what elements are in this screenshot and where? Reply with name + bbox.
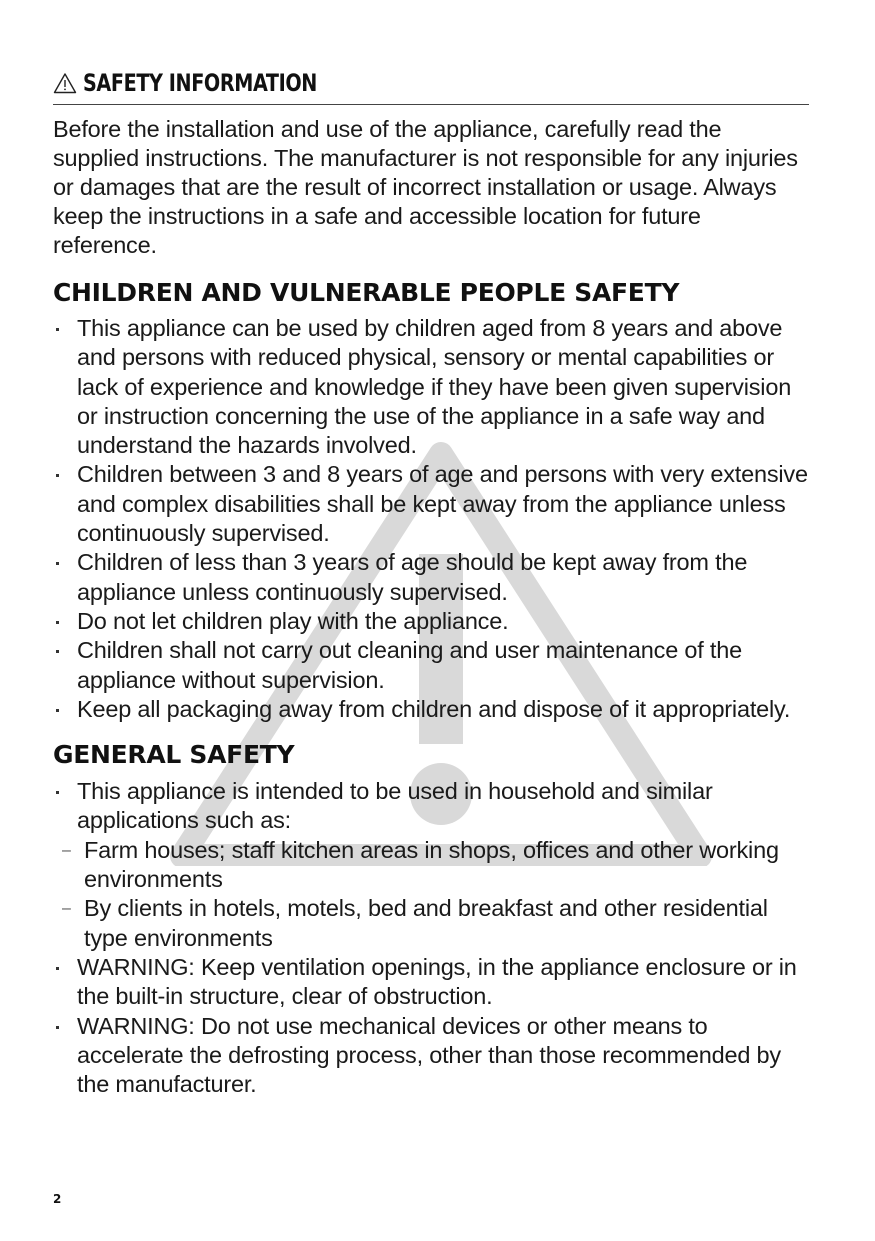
sub-list-item: – By clients in hotels, motels, bed and breakfast and other residential type environments [53,894,809,953]
list-item: Do not let children play with the appliance. [53,607,809,636]
list-item: Children between 3 and 8 years of age and persons with very extensive and complex disabilities shall be kept away from the appliance unless continuously supervised. [53,460,809,548]
list-item [53,777,809,836]
list-item: WARNING: Keep ventilation openings, in the appliance enclosure or in the built-in structure, clear of obstruction. [53,953,809,1012]
list-item-text: This appliance is intended to be used in household and similar applications such as: [77,778,713,834]
page-title: SAFETY INFORMATION [83,69,317,97]
general-safety-list [53,777,809,836]
general-safety-sublist [53,836,809,953]
general-safety-heading: GENERAL SAFETY [53,740,295,770]
children-safety-list [53,314,809,724]
list-item: Children of less than 3 years of age should be kept away from the appliance unless continuously supervised. [53,548,809,607]
document-page [53,66,809,1099]
list-item: Children shall not carry out cleaning and user maintenance of the appliance without supervision. [53,636,809,695]
list-item: Keep all packaging away from children and dispose of it appropriately. [53,695,809,724]
page-header [53,66,809,105]
intro-paragraph: Before the installation and use of the appliance, carefully read the supplied instructions. The manufacturer is not responsible for any injuries or damages that are the result of incorrect installation or usage. Always keep the instructions in a safe and accessible location for future reference. [53,116,798,258]
warning-triangle-icon [53,72,77,94]
list-item: This appliance can be used by children aged from 8 years and above and persons with reduced physical, sensory or mental capabilities or lack of experience and knowledge if they have been given supervision or instruction concerning the use of the appliance in a safe way and understand the hazards involved. [53,314,809,460]
list-item: WARNING: Do not use mechanical devices or other means to accelerate the defrosting process, other than those recommended by the manufacturer. [53,1012,809,1100]
children-safety-heading: CHILDREN AND VULNERABLE PEOPLE SAFETY [53,278,680,307]
page-number: 2 [53,1192,62,1206]
general-safety-warnings [53,953,809,1099]
sub-list-item: – Farm houses; staff kitchen areas in shops, offices and other working environments [53,836,809,895]
